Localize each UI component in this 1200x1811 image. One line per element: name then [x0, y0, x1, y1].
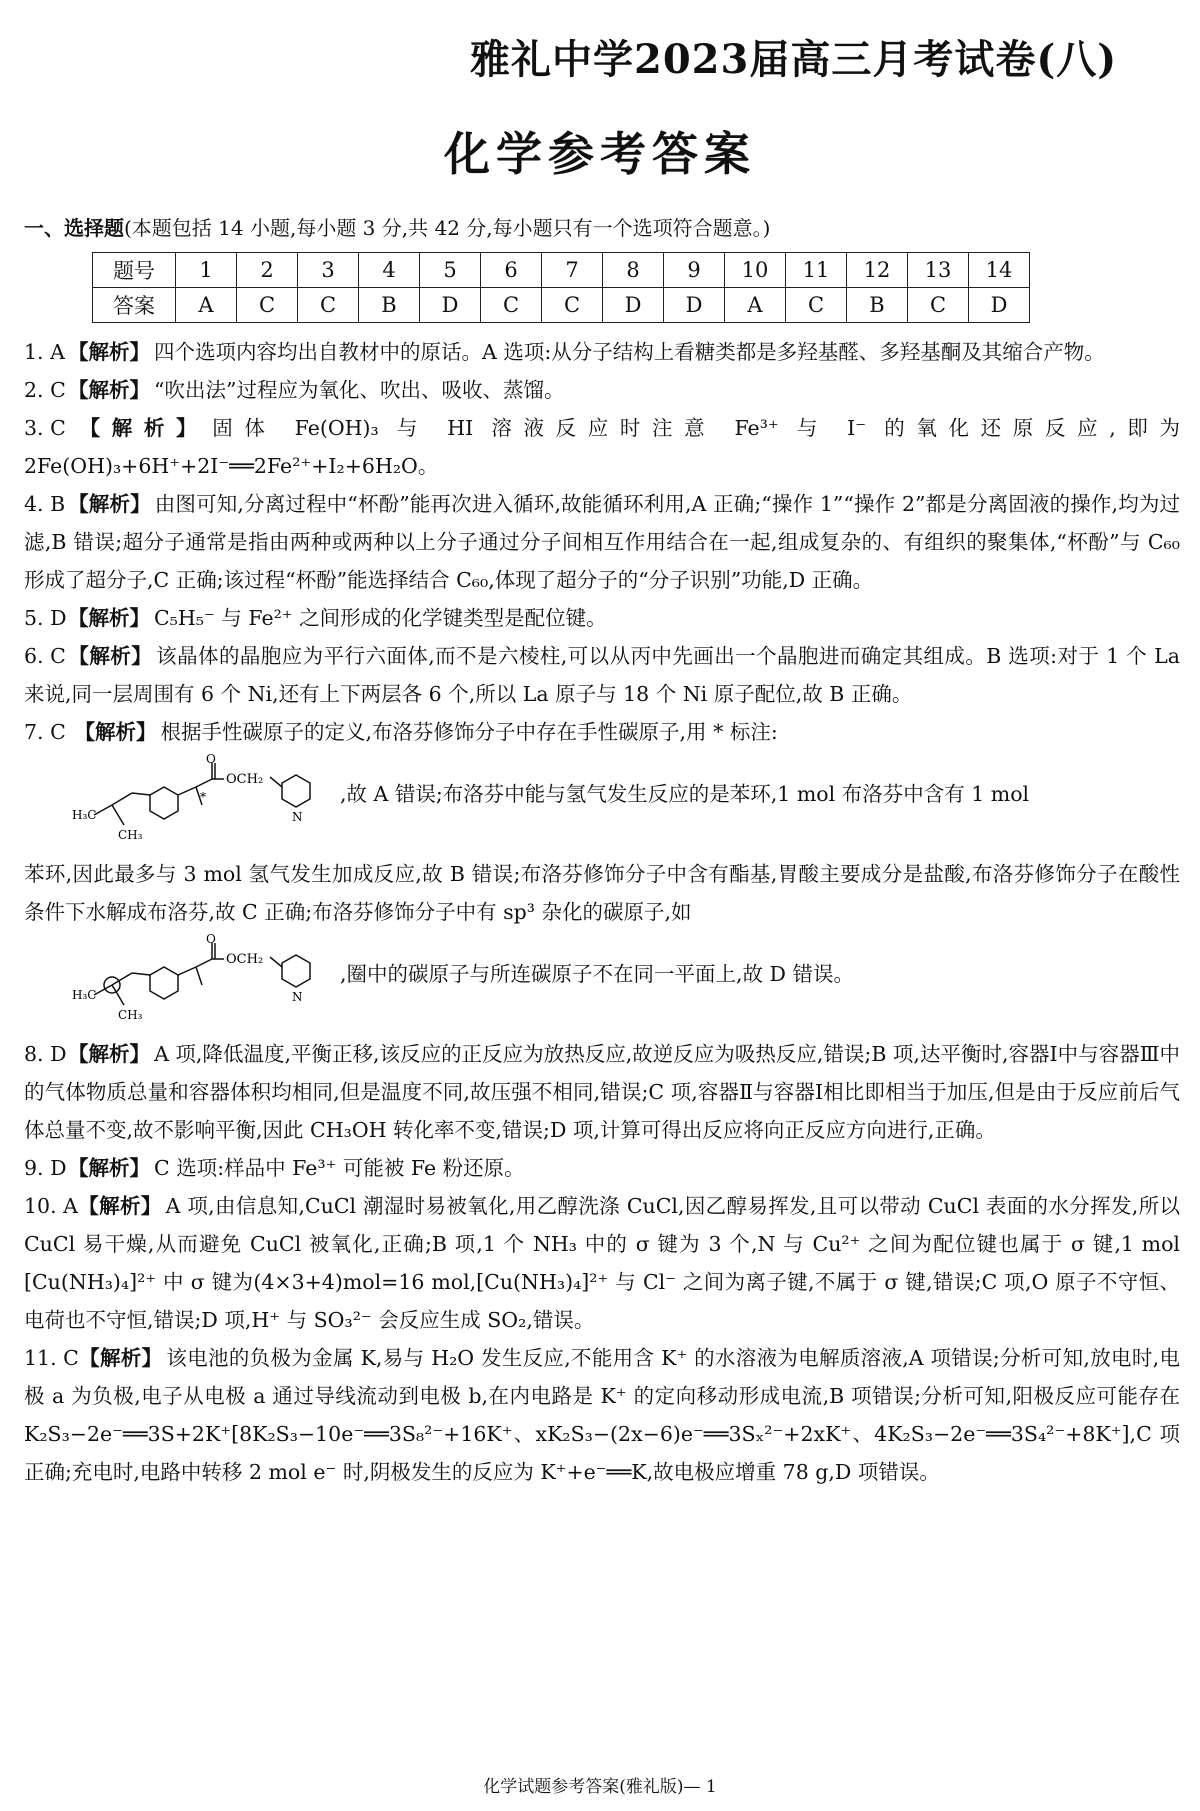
item-number: 6. C — [24, 644, 66, 668]
analysis-tag: 【解析】 — [74, 720, 157, 744]
school-exam-title: 雅礼中学2023届高三月考试卷(八) — [470, 36, 1118, 83]
explanation-item-7 — [24, 713, 1180, 1029]
question-number-cell: 11 — [786, 253, 847, 288]
question-number-cell: 2 — [237, 253, 298, 288]
analysis-tag: 【解析】 — [68, 1042, 151, 1066]
item-text: 该电池的负极为金属 K,易与 H₂O 发生反应,不能用含 K⁺ 的水溶液为电解质溶液,A 项错误;分析可知,放电时,电极 a 为负极,电子从电极 a 通过导线流动到电极 b,在内电路是 K⁺ 的定向移动形成电流,B 项错误;分析可知,阳极反应可能存在 K₂S₃−2e⁻══3S+2K⁺[8K₂S₃−10e⁻══3S₈²⁻+16K⁺、xK₂S₃−(2x−6)e⁻══3Sₓ²⁻+2xK⁺、4K₂S₃−2e⁻══3S₄²⁻+8K⁺],C 项正确;充电时,电路中转移 2 mol e⁻ 时,阴极发生的反应为 K⁺+e⁻══K,故电极应增重 78 g,D 项错误。 — [24, 1346, 1180, 1484]
question-number-cell: 13 — [908, 253, 969, 288]
ch3-label: CH₃ — [118, 1008, 143, 1022]
item-text: A 项,降低温度,平衡正移,该反应的正反应为放热反应,故逆反应为吸热反应,错误;B 项,达平衡时,容器Ⅰ中与容器Ⅲ中的气体物质总量和容器体积均相同,但是温度不同,故压强不相同,错误;C 项,容器Ⅱ与容器Ⅰ相比即相当于加压,但是由于反应前后气体总量不变,故不影响平衡,因此 CH₃OH 转化率不变,错误;D 项,计算可得出反应将向正反应方向进行,正确。 — [24, 1042, 1180, 1142]
ch3-label: CH₃ — [118, 828, 143, 842]
answer-cell: D — [664, 288, 725, 323]
answer-cell: C — [237, 288, 298, 323]
och2-label: OCH₂ — [226, 772, 264, 787]
question-number-cell: 12 — [847, 253, 908, 288]
item-text: A 项,由信息知,CuCl 潮湿时易被氧化,用乙醇洗涤 CuCl,因乙醇易挥发,且可以带动 CuCl 表面的水分挥发,所以 CuCl 易干燥,从而避免 CuCl 被氧化,正确;B 项,1 个 NH₃ 中的 σ 键为 3 个,N 与 Cu²⁺ 之间为配位键也属于 σ 键,1 mol [Cu(NH₃)₄]²⁺ 中 σ 键为(4×3+4)mol=16 mol,[Cu(NH₃)₄]²⁺ 与 Cl⁻ 之间为离子键,不属于 σ 键,错误;C 项,O 原子不守恒、电荷也不守恒,错误;D 项,H⁺ 与 SO₃²⁻ 会反应生成 SO₂,错误。 — [24, 1194, 1180, 1332]
molecule-structure-icon — [54, 753, 334, 849]
item-text: C 选项:样品中 Fe³⁺ 可能被 Fe 粉还原。 — [154, 1156, 525, 1180]
item-number: 5. D — [24, 606, 67, 630]
oxygen-label: O — [206, 753, 216, 766]
explanation-item — [24, 1187, 1180, 1339]
question-number-cell: 14 — [969, 253, 1030, 288]
och2-label: OCH₂ — [226, 952, 264, 967]
item-text: 苯环,因此最多与 3 mol 氢气发生加成反应,故 B 错误;布洛芬修饰分子中含有酯基,胃酸主要成分是盐酸,布洛芬修饰分子在酸性条件下水解成布洛芬,故 C 正确;布洛芬修饰分子中有 sp³ 杂化的碳原子,如 — [24, 862, 1180, 924]
item-number: 7. C — [24, 720, 66, 744]
question-number-cell: 10 — [725, 253, 786, 288]
item-text: ,故 A 错误;布洛芬中能与氢气发生反应的是苯环,1 mol 布洛芬中含有 1 mol — [340, 782, 1030, 806]
explanation-item — [24, 1339, 1180, 1491]
answer-cell: B — [359, 288, 420, 323]
item-text: 根据手性碳原子的定义,布洛芬修饰分子中存在手性碳原子,用 * 标注: — [160, 720, 778, 744]
explanation-item — [24, 599, 1180, 637]
item-text: “吹出法”过程应为氧化、吹出、吸收、蒸馏。 — [154, 378, 565, 402]
analysis-tag: 【解析】 — [68, 644, 153, 668]
question-number-cell: 9 — [664, 253, 725, 288]
answer-cell: D — [420, 288, 481, 323]
item-number: 1. A — [24, 340, 65, 364]
analysis-tag: 【解析】 — [68, 340, 150, 364]
item-number: 8. D — [24, 1042, 67, 1066]
oxygen-label: O — [206, 933, 216, 946]
answer-row — [93, 288, 1030, 323]
question-number-cell: 4 — [359, 253, 420, 288]
explanation-item — [24, 485, 1180, 599]
item-text: C₅H₅⁻ 与 Fe²⁺ 之间形成的化学键类型是配位键。 — [154, 606, 607, 630]
item-number: 3. C — [24, 416, 66, 440]
item-number: 4. B — [24, 492, 66, 516]
analysis-tag: 【解析】 — [68, 416, 209, 440]
item-number: 10. A — [24, 1194, 78, 1218]
question-number-cell: 3 — [298, 253, 359, 288]
explanation-item — [24, 1035, 1180, 1149]
row-header-answer: 答案 — [93, 288, 176, 323]
analysis-tag: 【解析】 — [77, 1194, 162, 1218]
page-title: 化学参考答案 — [444, 127, 756, 181]
nitrogen-label: N — [292, 990, 303, 1004]
answer-cell: C — [481, 288, 542, 323]
answer-cell: A — [176, 288, 237, 323]
structure-row-2 — [54, 933, 1180, 1029]
answer-cell: C — [298, 288, 359, 323]
question-number-cell: 7 — [542, 253, 603, 288]
answer-cell: C — [908, 288, 969, 323]
explanation-item — [24, 409, 1180, 485]
analysis-tag: 【解析】 — [68, 606, 150, 630]
answer-cell: C — [542, 288, 603, 323]
answer-cell: A — [725, 288, 786, 323]
answer-cell: D — [969, 288, 1030, 323]
page-footer: 化学试题参考答案(雅礼版)— 1 — [483, 1777, 717, 1797]
explanation-item — [24, 333, 1180, 371]
h3c-label: H₃C — [72, 808, 97, 822]
molecule-structure-icon — [54, 933, 334, 1029]
item-text: 由图可知,分离过程中“杯酚”能再次进入循环,故能循环利用,A 正确;“操作 1”“操作 2”都是分离固液的操作,均为过滤,B 错误;超分子通常是指由两种或两种以上分子通过分子间相互作用结合在一起,组成复杂的、有组织的聚集体,“杯酚”与 C₆₀ 形成了超分子,C 正确;该过程“杯酚”能选择结合 C₆₀,体现了超分子的“分子识别”功能,D 正确。 — [24, 492, 1180, 592]
question-number-cell: 5 — [420, 253, 481, 288]
h3c-label: H₃C — [72, 988, 97, 1002]
section-heading — [24, 212, 770, 241]
item-text: 该晶体的晶胞应为平行六面体,而不是六棱柱,可以从丙中先画出一个晶胞进而确定其组成。B 选项:对于 1 个 La 来说,同一层周围有 6 个 Ni,还有上下两层各 6 个,所以 La 原子与 18 个 Ni 原子配位,故 B 正确。 — [24, 644, 1181, 706]
number-row — [93, 253, 1030, 288]
row-header-number: 题号 — [93, 253, 176, 288]
explanations — [24, 333, 1180, 1491]
item-text: ,圈中的碳原子与所连碳原子不在同一平面上,故 D 错误。 — [340, 962, 855, 986]
answer-table — [92, 252, 1030, 323]
explanation-item — [24, 1149, 1180, 1187]
item-number: 9. D — [24, 1156, 67, 1180]
analysis-tag: 【解析】 — [68, 1156, 150, 1180]
section-note: (本题包括 14 小题,每小题 3 分,共 42 分,每小题只有一个选项符合题意。) — [124, 216, 771, 240]
item-text: 固体 Fe(OH)₃ 与 HI 溶液反应时注意 Fe³⁺ 与 I⁻ 的氧化还原反应,即为 2Fe(OH)₃+6H⁺+2I⁻══2Fe²⁺+I₂+6H₂O。 — [24, 416, 1181, 478]
explanation-item — [24, 371, 1180, 409]
nitrogen-label: N — [292, 810, 303, 824]
item-number: 11. C — [24, 1346, 79, 1370]
item-text: 四个选项内容均出自教材中的原话。A 选项:从分子结构上看糖类都是多羟基醛、多羟基酮及其缩合产物。 — [154, 340, 1105, 364]
analysis-tag: 【解析】 — [68, 378, 150, 402]
question-number-cell: 8 — [603, 253, 664, 288]
question-number-cell: 1 — [176, 253, 237, 288]
explanation-item — [24, 637, 1180, 713]
answer-cell: B — [847, 288, 908, 323]
chiral-star-label: * — [200, 790, 206, 804]
answer-cell: C — [786, 288, 847, 323]
question-number-cell: 6 — [481, 253, 542, 288]
answer-cell: D — [603, 288, 664, 323]
structure-row-1 — [54, 753, 1180, 849]
section-label: 一、选择题 — [24, 216, 124, 240]
analysis-tag: 【解析】 — [68, 492, 151, 516]
analysis-tag: 【解析】 — [78, 1346, 163, 1370]
item-number: 2. C — [24, 378, 66, 402]
